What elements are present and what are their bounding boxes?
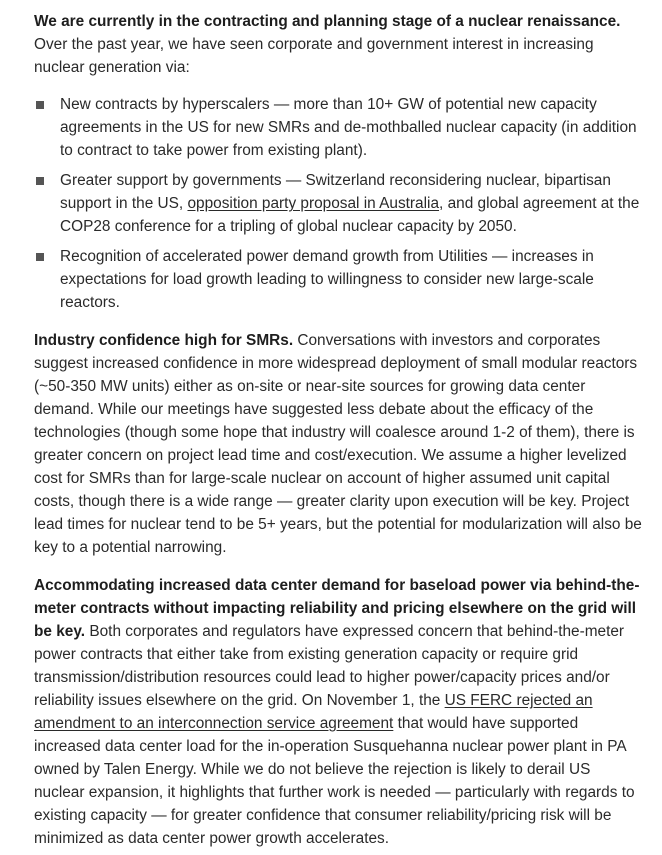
section-paragraph xyxy=(34,10,644,79)
square-bullet-icon xyxy=(36,177,44,185)
section-body: Conversations with investors and corporates suggest increased confidence in more widespread deployment of small modular reactors (~50-350 MW units) either as on-site or near-site sources for growing data center demand. While our meetings have suggested less debate about the efficacy of the technologies (though some hope that industry will coalesce around 1-2 of them), there is greater concern on project lead time and cost/execution. We assume a higher levelized cost for SMRs than for large-scale nuclear on account of higher assumed unit capital costs, though there is a wide range — greater clarity upon execution will be key. Project lead times for nuclear tend to be 5+ years, but the potential for modularization will also be key to a potential narrowing. xyxy=(34,332,642,556)
section-body: Both corporates and regulators have expressed concern that behind-the-meter power contracts that either take from existing generation capacity or require grid transmission/distribution resources could lead to higher power/capacity prices and/or reliability issues elsewhere on the grid. On November 1, the xyxy=(34,623,625,709)
section-paragraph xyxy=(34,329,644,559)
list-item xyxy=(34,245,644,314)
section-heading: Accommodating increased data center demand for baseload power via behind-the-meter contracts without impacting reliability and pricing elsewhere on the grid will be key. xyxy=(34,577,640,640)
section-body: that would have supported increased data center load for the in-operation Susquehanna nuclear power plant in PA owned by Talen Energy. While we do not believe the rejection is likely to derail US nuclear expansion, it highlights that further work is needed — particularly with regards to existing capacity — for greater confidence that consumer reliability/pricing risk will be minimized as data center power growth accelerates. xyxy=(34,715,635,847)
section-heading: Industry confidence high for SMRs. xyxy=(34,332,294,349)
bullet-text: , and global agreement at the COP28 conference for a tripling of global nuclear capacity by 2050. xyxy=(60,195,640,235)
square-bullet-icon xyxy=(36,253,44,261)
bullet-list xyxy=(34,93,644,314)
section-smr-confidence xyxy=(34,329,644,559)
bullet-text: Greater support by governments — Switzerland reconsidering nuclear, bipartisan support in the US, xyxy=(60,172,611,212)
australia-proposal-link[interactable]: opposition party proposal in Australia xyxy=(187,195,440,212)
square-bullet-icon xyxy=(36,101,44,109)
section-nuclear-renaissance xyxy=(34,10,644,314)
list-item xyxy=(34,169,644,238)
bullet-text: Recognition of accelerated power demand growth from Utilities — increases in expectations for load growth leading to willingness to consider new large-scale reactors. xyxy=(60,248,594,311)
list-item xyxy=(34,93,644,162)
section-data-center-demand xyxy=(34,574,644,850)
section-paragraph xyxy=(34,574,644,850)
section-heading: We are currently in the contracting and planning stage of a nuclear renaissance. xyxy=(34,13,621,30)
ferc-rejection-link[interactable]: US FERC rejected an amendment to an interconnection service agreement xyxy=(34,692,593,732)
section-intro: Over the past year, we have seen corporate and government interest in increasing nuclear generation via: xyxy=(34,36,594,76)
bullet-text: New contracts by hyperscalers — more than 10+ GW of potential new capacity agreements in the US for new SMRs and de-mothballed nuclear capacity (in addition to contract to take power from existing plant). xyxy=(60,96,637,159)
